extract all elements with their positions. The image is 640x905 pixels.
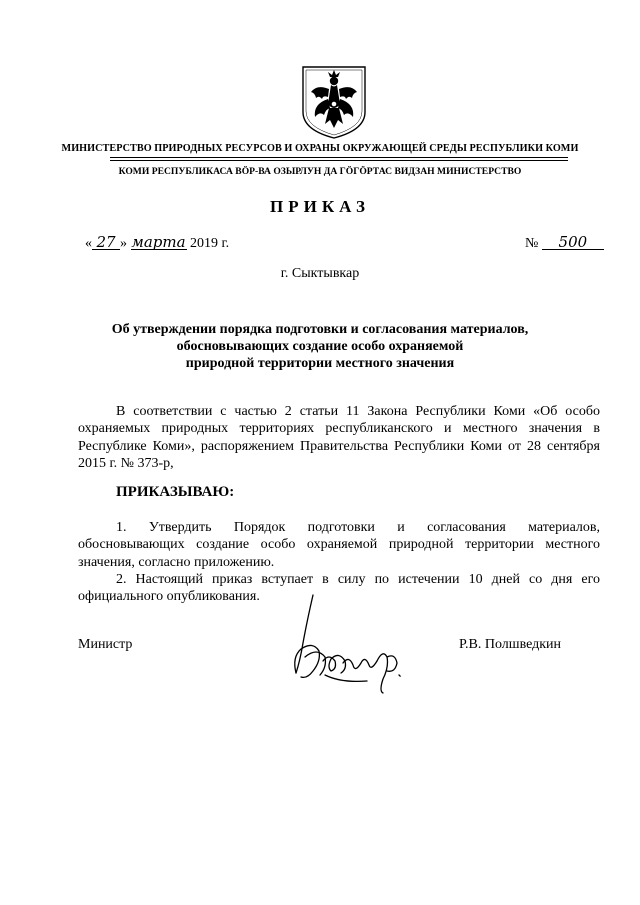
issue-city: г. Сыктывкар <box>280 266 360 281</box>
order-date <box>85 235 229 252</box>
paragraph-line: В соответствии с частью 2 статьи 11 Закона Республики Коми «Об особо <box>116 404 600 419</box>
date-year: 2019 г. <box>190 236 230 251</box>
date-month: марта <box>131 233 186 251</box>
ministry-name-russian: МИНИСТЕРСТВО ПРИРОДНЫХ РЕСУРСОВ И ОХРАНЫ ОКРУЖАЮЩЕЙ СРЕДЫ РЕСПУБЛИКИ КОМИ <box>61 143 579 154</box>
document-title: ПРИКАЗ <box>270 197 370 216</box>
number-prefix: № <box>525 236 539 251</box>
date-close-quote: » <box>120 236 127 251</box>
paragraph-line: Республике Коми», распоряжением Правительства Республики Коми от 28 сентября <box>78 438 600 454</box>
paragraph-line: 1. Утвердить Порядок подготовки и согласования материалов, <box>116 520 600 535</box>
paragraph-line: охраняемых природных территориях республиканского и местного значения в <box>78 421 600 437</box>
paragraph-line: 2015 г. № 373-р, <box>78 455 174 471</box>
preamble-paragraph <box>78 403 600 472</box>
subject-line: Об утверждении порядка подготовки и согласования материалов, <box>111 322 529 337</box>
order-number <box>525 235 604 252</box>
subject-line: природной территории местного значения <box>185 356 455 371</box>
paragraph-line: 2. Настоящий приказ вступает в силу по истечении 10 дней со дня его <box>116 572 600 587</box>
signature-icon <box>283 591 408 703</box>
signer-name: Р.В. Полшведкин <box>459 637 562 652</box>
coat-of-arms-icon <box>299 64 369 140</box>
order-item-1 <box>78 519 600 571</box>
date-day: 27 <box>92 235 120 250</box>
ministry-name-komi: КОМИ РЕСПУБЛИКАСА ВӦР-ВА ОЗЫРЛУН ДА ГӦГӦРТАС ВИДЗАН МИНИСТЕРСТВО <box>118 166 522 177</box>
subject-line: обосновывающих создание особо охраняемой <box>176 339 464 354</box>
number-value: 500 <box>542 235 604 250</box>
paragraph-line: официального опубликования. <box>78 589 260 605</box>
order-directive: ПРИКАЗЫВАЮ: <box>116 484 235 500</box>
signer-position: Министр <box>78 637 133 652</box>
paragraph-line: обосновывающих создание особо охраняемой природной территории местного <box>78 537 600 553</box>
paragraph-line: значения, согласно приложению. <box>78 554 275 570</box>
date-open-quote: « <box>85 236 92 251</box>
header-rule-bottom <box>110 160 568 161</box>
order-subject <box>90 321 550 372</box>
header-rule-top <box>110 157 568 158</box>
